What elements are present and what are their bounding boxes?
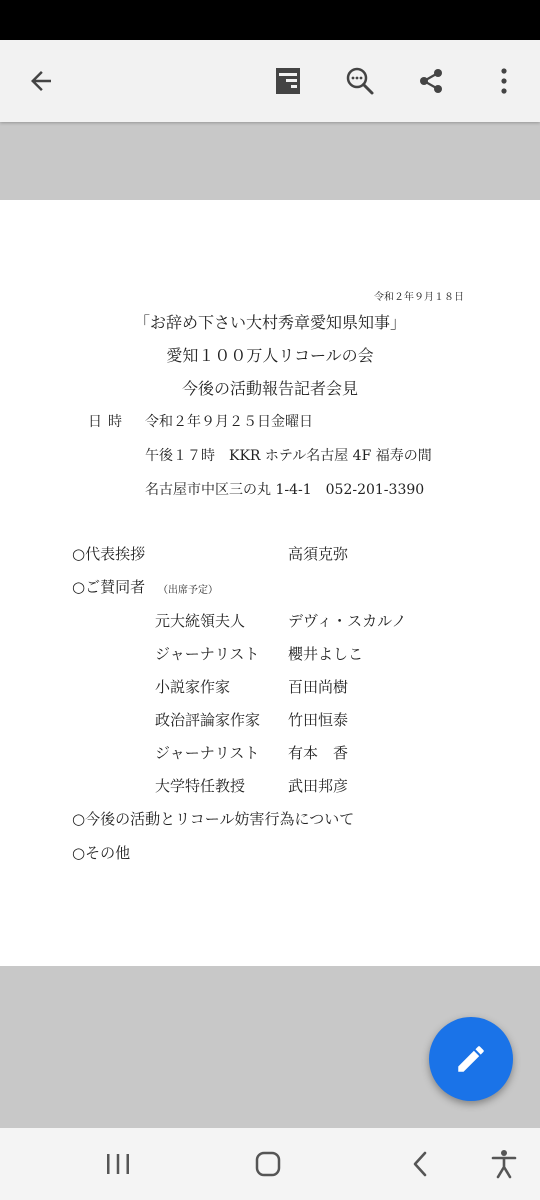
status-bar — [0, 0, 540, 40]
recent-apps-icon[interactable] — [96, 1142, 140, 1186]
supporters-label: ○ご賛同者 — [72, 578, 146, 596]
reading-mode-icon[interactable] — [263, 56, 313, 106]
supporter-name: 武田邦彦 — [288, 777, 349, 795]
supporter-name: 竹田恒泰 — [288, 711, 349, 729]
greeting-name: 高須克弥 — [288, 545, 349, 563]
system-nav-bar — [0, 1128, 540, 1200]
address: 名古屋市中区三の丸 1-4-1 052-201-3390 — [145, 482, 425, 498]
supporter-role: ジャーナリスト — [155, 645, 260, 663]
document-subtitle: 愛知１００万人リコールの会 — [166, 346, 374, 365]
time-place: 午後１７時 KKR ホテル名古屋 4F 福寿の間 — [145, 448, 432, 464]
when-label: 日時 — [88, 414, 128, 430]
document-date: 令和２年９月１８日 — [374, 292, 464, 303]
supporter-name: デヴィ・スカルノ — [288, 612, 407, 630]
search-icon[interactable] — [335, 56, 385, 106]
supporter-name: 有本 香 — [288, 744, 349, 762]
document-page — [0, 200, 540, 966]
home-icon[interactable] — [246, 1142, 290, 1186]
supporters-note: （出席予定） — [158, 585, 218, 596]
document-title: 「お辞め下さい大村秀章愛知県知事」 — [133, 313, 406, 332]
supporter-name: 百田尚樹 — [288, 678, 349, 696]
agenda-item-activities: ○今後の活動とリコール妨害行為について — [72, 810, 355, 828]
supporter-name: 櫻井よしこ — [288, 645, 364, 663]
supporter-role: 政治評論家作家 — [155, 711, 261, 729]
more-vert-icon[interactable] — [479, 56, 529, 106]
agenda-item-other: ○その他 — [72, 844, 131, 862]
supporter-role: ジャーナリスト — [155, 744, 260, 762]
greeting-label: ○代表挨拶 — [72, 545, 146, 563]
supporter-role: 元大統領夫人 — [155, 612, 246, 630]
when-value: 令和２年９月２５日金曜日 — [145, 414, 313, 430]
accessibility-icon[interactable] — [482, 1142, 526, 1186]
edit-fab-button[interactable] — [429, 1017, 513, 1101]
supporter-role: 大学特任教授 — [155, 777, 246, 795]
pencil-icon — [454, 1042, 488, 1076]
document-heading: 今後の活動報告記者会見 — [181, 379, 358, 398]
share-icon[interactable] — [406, 56, 456, 106]
back-icon[interactable] — [398, 1142, 442, 1186]
supporter-role: 小説家作家 — [155, 678, 231, 696]
top-toolbar — [0, 40, 540, 122]
back-arrow-icon[interactable] — [16, 56, 66, 106]
